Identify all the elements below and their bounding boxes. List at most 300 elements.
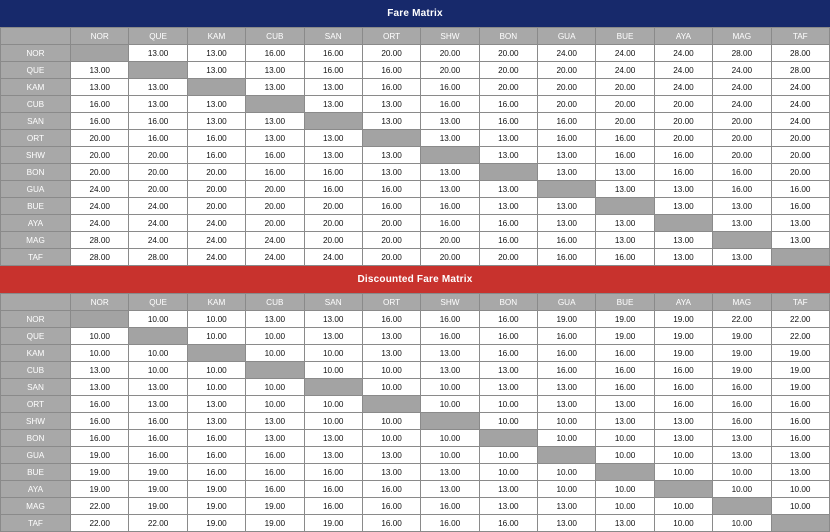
fare-cell: 16.00 <box>71 96 129 113</box>
fare-cell: 13.00 <box>654 198 712 215</box>
fare-cell: 13.00 <box>362 164 420 181</box>
fare-cell: 16.00 <box>713 396 771 413</box>
row-header-bon: BON <box>1 164 71 181</box>
table-row <box>1 345 830 362</box>
fare-cell: 20.00 <box>596 113 654 130</box>
fare-cell: 16.00 <box>713 164 771 181</box>
fare-cell: 16.00 <box>538 345 596 362</box>
column-header-mag: MAG <box>713 28 771 45</box>
table-row <box>1 328 830 345</box>
fare-cell: 10.00 <box>479 413 537 430</box>
column-header-que: QUE <box>129 28 187 45</box>
column-header-nor: NOR <box>71 294 129 311</box>
table-row <box>1 311 830 328</box>
fare-cell: 28.00 <box>713 45 771 62</box>
fare-cell: 19.00 <box>246 498 304 515</box>
row-header-aya: AYA <box>1 215 71 232</box>
fare-cell: 24.00 <box>771 79 830 96</box>
diagonal-cell <box>713 232 771 249</box>
fare-cell: 24.00 <box>304 249 362 266</box>
fare-cell: 16.00 <box>421 215 479 232</box>
fare-cell: 10.00 <box>538 464 596 481</box>
diagonal-cell <box>596 198 654 215</box>
fare-cell: 13.00 <box>771 447 830 464</box>
fare-cell: 20.00 <box>71 147 129 164</box>
fare-cell: 13.00 <box>362 113 420 130</box>
fare-cell: 16.00 <box>654 164 712 181</box>
fare-cell: 16.00 <box>421 96 479 113</box>
table-row <box>1 147 830 164</box>
fare-cell: 20.00 <box>304 215 362 232</box>
fare-cell: 13.00 <box>479 181 537 198</box>
fare-cell: 13.00 <box>246 79 304 96</box>
fare-cell: 24.00 <box>246 232 304 249</box>
row-header-taf: TAF <box>1 249 71 266</box>
fare-cell: 19.00 <box>71 481 129 498</box>
fare-cell: 19.00 <box>71 464 129 481</box>
column-header-taf: TAF <box>771 28 830 45</box>
row-header-mag: MAG <box>1 232 71 249</box>
fare-cell: 19.00 <box>246 515 304 532</box>
fare-cell: 13.00 <box>304 447 362 464</box>
fare-cell: 19.00 <box>654 311 712 328</box>
fare-cell: 13.00 <box>187 45 245 62</box>
fare-cell: 13.00 <box>129 45 187 62</box>
column-header-kam: KAM <box>187 28 245 45</box>
fare-cell: 13.00 <box>654 232 712 249</box>
fare-cell: 20.00 <box>713 130 771 147</box>
fare-cell: 24.00 <box>187 215 245 232</box>
fare-cell: 20.00 <box>246 181 304 198</box>
row-header-ort: ORT <box>1 396 71 413</box>
fare-cell: 13.00 <box>771 464 830 481</box>
diagonal-cell <box>538 181 596 198</box>
fare-cell: 13.00 <box>129 396 187 413</box>
fare-cell: 13.00 <box>596 164 654 181</box>
diagonal-cell <box>304 113 362 130</box>
fare-cell: 13.00 <box>421 130 479 147</box>
fare-cell: 16.00 <box>246 481 304 498</box>
fare-cell: 13.00 <box>596 515 654 532</box>
column-header-san: SAN <box>304 294 362 311</box>
fare-cell: 13.00 <box>421 481 479 498</box>
fare-cell: 10.00 <box>654 498 712 515</box>
diagonal-cell <box>771 515 830 532</box>
fare-cell: 16.00 <box>771 430 830 447</box>
fare-cell: 13.00 <box>654 181 712 198</box>
fare-cell: 10.00 <box>362 413 420 430</box>
fare-cell: 20.00 <box>187 164 245 181</box>
fare-cell: 16.00 <box>362 311 420 328</box>
fare-cell: 20.00 <box>771 147 830 164</box>
table-row <box>1 232 830 249</box>
fare-cell: 13.00 <box>479 147 537 164</box>
fare-cell: 10.00 <box>246 328 304 345</box>
row-header-kam: KAM <box>1 79 71 96</box>
fare-cell: 10.00 <box>479 464 537 481</box>
fare-cell: 10.00 <box>713 481 771 498</box>
row-header-mag: MAG <box>1 498 71 515</box>
fare-cell: 10.00 <box>596 498 654 515</box>
fare-cell: 16.00 <box>71 396 129 413</box>
column-header-san: SAN <box>304 28 362 45</box>
fare-cell: 13.00 <box>304 311 362 328</box>
fare-cell: 28.00 <box>71 249 129 266</box>
fare-cell: 13.00 <box>713 215 771 232</box>
fare-cell: 13.00 <box>246 311 304 328</box>
column-header-gua: GUA <box>538 294 596 311</box>
fare-cell: 13.00 <box>654 430 712 447</box>
diagonal-cell <box>654 481 712 498</box>
column-header-ort: ORT <box>362 294 420 311</box>
fare-cell: 13.00 <box>246 113 304 130</box>
diagonal-cell <box>362 130 420 147</box>
table-row <box>1 481 830 498</box>
diagonal-cell <box>246 96 304 113</box>
column-header-bon: BON <box>479 294 537 311</box>
diagonal-cell <box>71 311 129 328</box>
fare-cell: 13.00 <box>71 362 129 379</box>
fare-cell: 13.00 <box>421 362 479 379</box>
fare-cell: 16.00 <box>421 198 479 215</box>
fare-cell: 19.00 <box>596 311 654 328</box>
fare-cell: 10.00 <box>654 515 712 532</box>
fare-cell: 20.00 <box>421 62 479 79</box>
fare-cell: 13.00 <box>187 113 245 130</box>
corner-cell <box>1 294 71 311</box>
fare-cell: 20.00 <box>129 164 187 181</box>
fare-cell: 22.00 <box>129 515 187 532</box>
fare-cell: 13.00 <box>362 464 420 481</box>
column-header-kam: KAM <box>187 294 245 311</box>
diagonal-cell <box>187 345 245 362</box>
fare-cell: 10.00 <box>129 311 187 328</box>
fare-cell: 10.00 <box>304 396 362 413</box>
fare-cell: 28.00 <box>129 249 187 266</box>
row-header-san: SAN <box>1 379 71 396</box>
row-header-bue: BUE <box>1 464 71 481</box>
fare-cell: 13.00 <box>362 147 420 164</box>
fare-cell: 16.00 <box>187 447 245 464</box>
diagonal-cell <box>421 413 479 430</box>
fare-cell: 13.00 <box>596 215 654 232</box>
fare-cell: 19.00 <box>713 362 771 379</box>
fare-cell: 13.00 <box>538 147 596 164</box>
fare-cell: 16.00 <box>713 379 771 396</box>
fare-cell: 16.00 <box>654 379 712 396</box>
fare-cell: 16.00 <box>713 413 771 430</box>
row-header-aya: AYA <box>1 481 71 498</box>
table-row <box>1 464 830 481</box>
fare-cell: 13.00 <box>596 181 654 198</box>
fare-cell: 13.00 <box>421 345 479 362</box>
fare-cell: 16.00 <box>654 147 712 164</box>
fare-cell: 10.00 <box>129 362 187 379</box>
fare-cell: 16.00 <box>771 413 830 430</box>
fare-cell: 13.00 <box>713 430 771 447</box>
fare-cell: 16.00 <box>304 45 362 62</box>
fare-cell: 13.00 <box>596 232 654 249</box>
fare-cell: 16.00 <box>362 481 420 498</box>
fare-cell: 10.00 <box>187 311 245 328</box>
fare-cell: 19.00 <box>187 481 245 498</box>
row-header-cub: CUB <box>1 96 71 113</box>
table-row <box>1 498 830 515</box>
fare-cell: 20.00 <box>246 198 304 215</box>
fare-cell: 19.00 <box>71 447 129 464</box>
fare-cell: 16.00 <box>771 396 830 413</box>
fare-cell: 19.00 <box>304 515 362 532</box>
fare-cell: 10.00 <box>304 345 362 362</box>
fare-cell: 13.00 <box>479 198 537 215</box>
fare-cell: 13.00 <box>71 79 129 96</box>
row-header-gua: GUA <box>1 181 71 198</box>
fare-cell: 10.00 <box>713 464 771 481</box>
fare-cell: 16.00 <box>421 79 479 96</box>
diagonal-cell <box>187 79 245 96</box>
fare-cell: 20.00 <box>596 79 654 96</box>
fare-cell: 16.00 <box>246 464 304 481</box>
row-header-que: QUE <box>1 62 71 79</box>
fare-cell: 16.00 <box>421 311 479 328</box>
row-header-cub: CUB <box>1 362 71 379</box>
table-row <box>1 447 830 464</box>
discounted-fare-matrix-table <box>0 293 830 532</box>
fare-cell: 16.00 <box>538 232 596 249</box>
fare-cell: 19.00 <box>187 515 245 532</box>
column-header-bue: BUE <box>596 294 654 311</box>
fare-cell: 10.00 <box>421 447 479 464</box>
fare-cell: 19.00 <box>129 464 187 481</box>
fare-cell: 24.00 <box>129 232 187 249</box>
diagonal-cell <box>479 164 537 181</box>
fare-cell: 13.00 <box>187 413 245 430</box>
fare-cell: 13.00 <box>479 481 537 498</box>
table-row <box>1 79 830 96</box>
row-header-kam: KAM <box>1 345 71 362</box>
fare-cell: 16.00 <box>304 181 362 198</box>
diagonal-cell <box>596 464 654 481</box>
fare-cell: 20.00 <box>362 45 420 62</box>
fare-cell: 20.00 <box>479 45 537 62</box>
fare-cell: 13.00 <box>479 362 537 379</box>
fare-cell: 16.00 <box>479 113 537 130</box>
fare-cell: 10.00 <box>187 328 245 345</box>
fare-cell: 24.00 <box>129 198 187 215</box>
fare-cell: 10.00 <box>538 430 596 447</box>
fare-cell: 16.00 <box>421 515 479 532</box>
fare-cell: 22.00 <box>71 515 129 532</box>
row-header-shw: SHW <box>1 147 71 164</box>
corner-cell <box>1 28 71 45</box>
fare-cell: 16.00 <box>246 45 304 62</box>
fare-cell: 20.00 <box>654 130 712 147</box>
fare-cell: 13.00 <box>538 215 596 232</box>
fare-cell: 20.00 <box>362 215 420 232</box>
fare-cell: 16.00 <box>246 147 304 164</box>
fare-cell: 16.00 <box>362 498 420 515</box>
table-row <box>1 113 830 130</box>
fare-cell: 16.00 <box>421 498 479 515</box>
column-header-que: QUE <box>129 294 187 311</box>
fare-cell: 16.00 <box>71 113 129 130</box>
fare-cell: 10.00 <box>421 430 479 447</box>
fare-cell: 16.00 <box>362 198 420 215</box>
fare-cell: 10.00 <box>187 379 245 396</box>
fare-cell: 20.00 <box>129 181 187 198</box>
fare-cell: 10.00 <box>538 481 596 498</box>
column-header-cub: CUB <box>246 28 304 45</box>
fare-cell: 20.00 <box>479 249 537 266</box>
fare-cell: 16.00 <box>362 515 420 532</box>
discounted-fare-matrix-title: Discounted Fare Matrix <box>0 266 830 293</box>
fare-cell: 10.00 <box>362 430 420 447</box>
fare-cell: 22.00 <box>771 328 830 345</box>
fare-cell: 13.00 <box>538 164 596 181</box>
fare-cell: 24.00 <box>71 181 129 198</box>
fare-cell: 24.00 <box>771 113 830 130</box>
fare-cell: 13.00 <box>538 498 596 515</box>
table-row <box>1 198 830 215</box>
row-header-que: QUE <box>1 328 71 345</box>
fare-cell: 19.00 <box>771 362 830 379</box>
fare-cell: 19.00 <box>771 345 830 362</box>
fare-cell: 13.00 <box>421 464 479 481</box>
fare-cell: 13.00 <box>304 130 362 147</box>
row-header-bon: BON <box>1 430 71 447</box>
fare-cell: 13.00 <box>362 96 420 113</box>
fare-cell: 20.00 <box>421 45 479 62</box>
fare-cell: 10.00 <box>71 328 129 345</box>
fare-cell: 16.00 <box>596 379 654 396</box>
fare-cell: 24.00 <box>713 62 771 79</box>
fare-cell: 16.00 <box>187 464 245 481</box>
fare-cell: 10.00 <box>479 447 537 464</box>
fare-cell: 19.00 <box>654 345 712 362</box>
fare-cell: 13.00 <box>362 447 420 464</box>
row-header-san: SAN <box>1 113 71 130</box>
fare-cell: 13.00 <box>246 413 304 430</box>
fare-cell: 20.00 <box>246 215 304 232</box>
fare-cell: 16.00 <box>421 328 479 345</box>
row-header-ort: ORT <box>1 130 71 147</box>
fare-cell: 10.00 <box>538 413 596 430</box>
fare-cell: 16.00 <box>538 362 596 379</box>
fare-cell: 13.00 <box>538 515 596 532</box>
fare-cell: 16.00 <box>538 130 596 147</box>
fare-cell: 10.00 <box>421 379 479 396</box>
fare-cell: 13.00 <box>129 79 187 96</box>
diagonal-cell <box>538 447 596 464</box>
fare-cell: 16.00 <box>596 249 654 266</box>
column-header-aya: AYA <box>654 294 712 311</box>
fare-cell: 13.00 <box>538 396 596 413</box>
fare-cell: 13.00 <box>304 328 362 345</box>
fare-cell: 16.00 <box>246 447 304 464</box>
fare-cell: 13.00 <box>771 215 830 232</box>
fare-cell: 13.00 <box>187 96 245 113</box>
fare-cell: 16.00 <box>596 130 654 147</box>
diagonal-cell <box>362 396 420 413</box>
fare-cell: 20.00 <box>304 232 362 249</box>
fare-cell: 19.00 <box>654 328 712 345</box>
fare-cell: 16.00 <box>596 147 654 164</box>
column-header-shw: SHW <box>421 294 479 311</box>
fare-cell: 13.00 <box>713 249 771 266</box>
fare-cell: 10.00 <box>187 362 245 379</box>
table-row <box>1 181 830 198</box>
fare-cell: 10.00 <box>246 345 304 362</box>
fare-cell: 20.00 <box>479 62 537 79</box>
fare-cell: 20.00 <box>362 232 420 249</box>
fare-cell: 13.00 <box>304 79 362 96</box>
fare-cell: 20.00 <box>538 62 596 79</box>
table-row <box>1 430 830 447</box>
fare-cell: 20.00 <box>304 198 362 215</box>
fare-cell: 10.00 <box>129 345 187 362</box>
fare-cell: 20.00 <box>421 249 479 266</box>
fare-cell: 16.00 <box>771 181 830 198</box>
fare-cell: 20.00 <box>538 96 596 113</box>
fare-cell: 20.00 <box>596 96 654 113</box>
fare-cell: 28.00 <box>771 62 830 79</box>
row-header-nor: NOR <box>1 311 71 328</box>
fare-cell: 16.00 <box>479 328 537 345</box>
fare-cell: 16.00 <box>479 96 537 113</box>
column-header-nor: NOR <box>71 28 129 45</box>
fare-cell: 16.00 <box>479 232 537 249</box>
fare-cell: 19.00 <box>713 345 771 362</box>
diagonal-cell <box>129 62 187 79</box>
fare-cell: 13.00 <box>713 447 771 464</box>
column-header-aya: AYA <box>654 28 712 45</box>
table-row <box>1 379 830 396</box>
fare-cell: 16.00 <box>362 79 420 96</box>
fare-cell: 19.00 <box>538 311 596 328</box>
fare-cell: 13.00 <box>304 147 362 164</box>
fare-cell: 13.00 <box>654 249 712 266</box>
table-row <box>1 215 830 232</box>
fare-cell: 16.00 <box>596 345 654 362</box>
fare-matrix-title: Fare Matrix <box>0 0 830 27</box>
fare-cell: 24.00 <box>713 96 771 113</box>
fare-cell: 13.00 <box>713 198 771 215</box>
fare-cell: 20.00 <box>71 164 129 181</box>
fare-cell: 20.00 <box>771 164 830 181</box>
fare-cell: 10.00 <box>71 345 129 362</box>
fare-cell: 10.00 <box>362 379 420 396</box>
diagonal-cell <box>129 328 187 345</box>
fare-cell: 10.00 <box>304 413 362 430</box>
diagonal-cell <box>479 430 537 447</box>
fare-cell: 16.00 <box>596 362 654 379</box>
header-row <box>1 28 830 45</box>
table-row <box>1 96 830 113</box>
row-header-taf: TAF <box>1 515 71 532</box>
fare-cell: 13.00 <box>304 96 362 113</box>
fare-cell: 24.00 <box>713 79 771 96</box>
fare-cell: 20.00 <box>771 130 830 147</box>
fare-cell: 16.00 <box>304 481 362 498</box>
table-row <box>1 396 830 413</box>
fare-cell: 20.00 <box>421 232 479 249</box>
fare-cell: 10.00 <box>654 464 712 481</box>
fare-cell: 19.00 <box>129 498 187 515</box>
fare-cell: 13.00 <box>479 130 537 147</box>
fare-cell: 20.00 <box>362 249 420 266</box>
fare-cell: 24.00 <box>596 45 654 62</box>
fare-cell: 16.00 <box>362 62 420 79</box>
